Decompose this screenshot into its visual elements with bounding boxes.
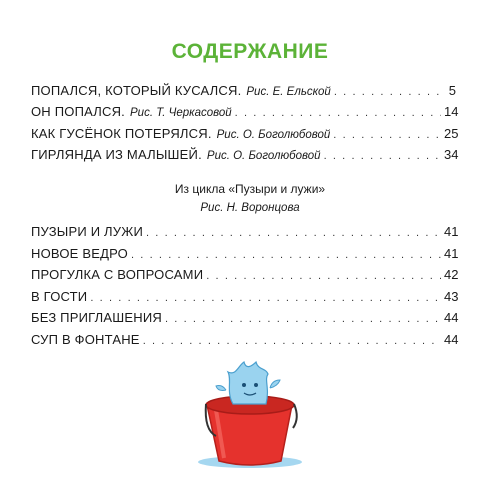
toc-entry-illustrator: Рис. О. Боголюбовой [206, 150, 321, 163]
toc-entry-page: 5 [448, 83, 456, 98]
toc-entry-title: КАК ГУСЁНОК ПОТЕРЯЛСЯ. [31, 125, 212, 141]
toc-entry-title: В ГОСТИ [31, 288, 88, 304]
toc-entry-page: 44 [444, 331, 459, 347]
toc-entry-title: БЕЗ ПРИГЛАШЕНИЯ [31, 310, 162, 326]
toc-entry-page: 41 [444, 245, 459, 261]
toc-entry-title: ПРОГУЛКА С ВОПРОСАМИ [31, 267, 204, 283]
toc-entry-illustrator: Рис. Е. Ельской [246, 86, 331, 98]
cycle-illustrator: Рис. Н. Воронцова [200, 202, 300, 214]
toc-entry-title: ПОПАЛСЯ, КОТОРЫЙ КУСАЛСЯ. [31, 83, 242, 98]
toc-entry-illustrator: Рис. О. Боголюбовой [216, 128, 331, 141]
water-splash [228, 362, 268, 404]
toc-entry-title: ГИРЛЯНДА ИЗ МАЛЫШЕЙ. [31, 147, 202, 163]
toc-entry-page: 43 [444, 288, 459, 304]
toc-entry-page: 34 [444, 147, 459, 163]
toc-entry-page: 14 [444, 104, 459, 120]
toc-entry-page: 44 [444, 310, 459, 326]
page-title: СОДЕРЖАНИЕ [171, 40, 329, 63]
toc-entry-page: 25 [444, 125, 459, 141]
toc-entry-title: НОВОЕ ВЕДРО [31, 245, 128, 261]
cycle-heading: Из цикла «Пузыри и лужи» [174, 182, 326, 196]
toc-entry-title: СУП В ФОНТАНЕ [31, 331, 140, 347]
toc-entry-page: 41 [444, 224, 459, 239]
toc-entry-title: ОН ПОПАЛСЯ. [31, 104, 125, 120]
toc-entry-page: 42 [444, 267, 459, 283]
toc-entry-title: ПУЗЫРИ И ЛУЖИ [31, 224, 143, 239]
toc-entry-illustrator: Рис. Т. Черкасовой [130, 107, 232, 120]
